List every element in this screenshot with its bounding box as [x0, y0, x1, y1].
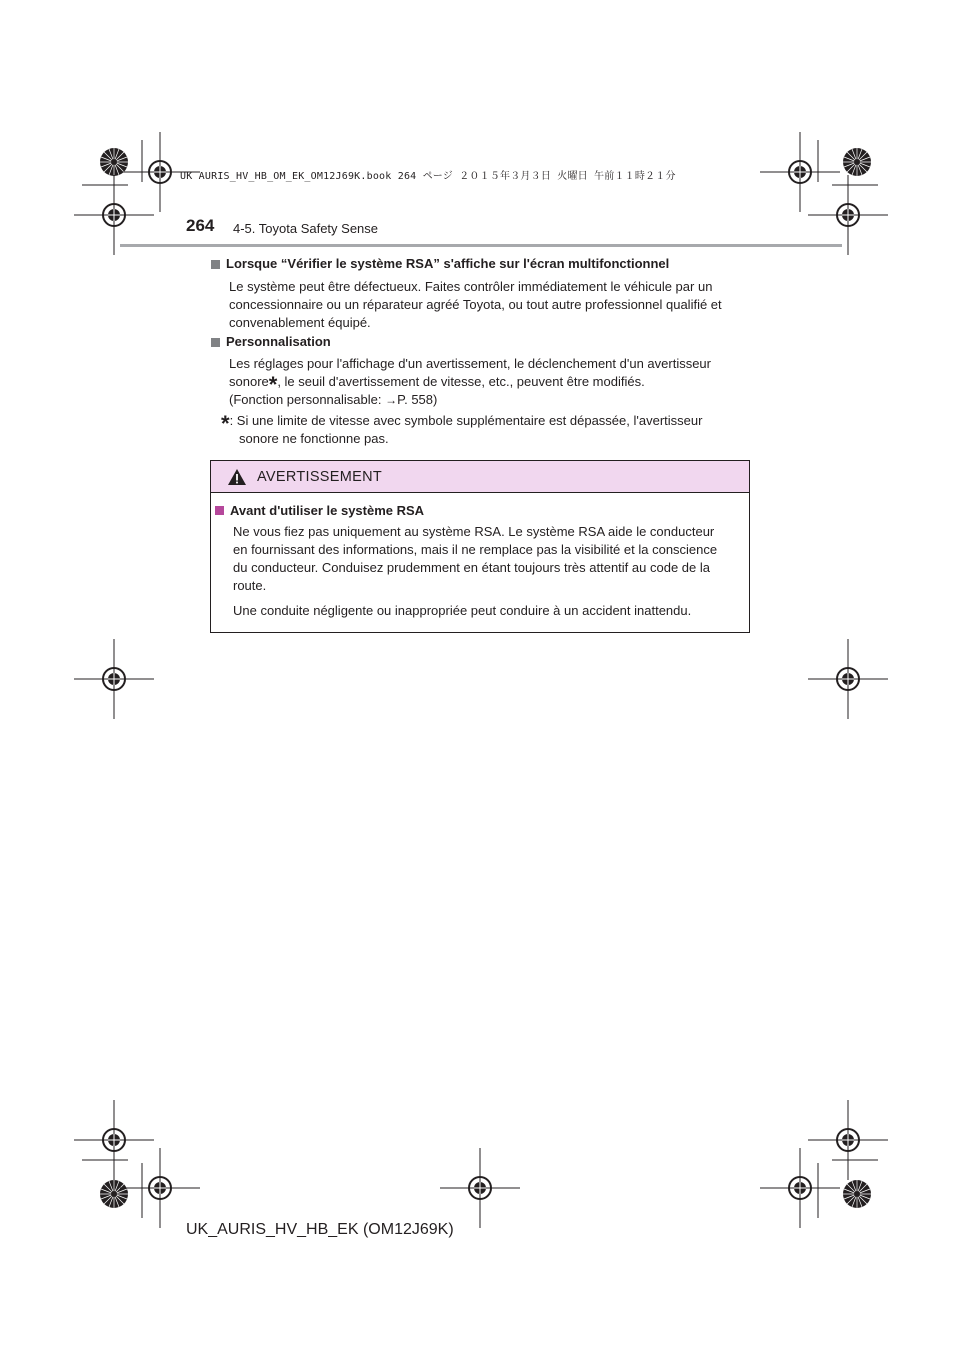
- text-line: du conducteur. Conduisez prudemment en étant toujours très attentif au code de la: [233, 560, 710, 575]
- arrow-right-icon: →: [385, 393, 398, 407]
- warning-triangle-icon: [227, 468, 247, 486]
- warning-box: [210, 460, 750, 633]
- asterisk-mark: *: [268, 372, 278, 397]
- text-span: , le seuil d'avertissement de vitesse, etc., peuvent être modifiés.: [277, 374, 645, 389]
- section-customization: [211, 333, 747, 409]
- warning-paragraph: [233, 523, 741, 595]
- section-rsa-check: [211, 255, 747, 332]
- paragraph: [229, 355, 747, 409]
- warning-body: [215, 503, 741, 620]
- heading-text: Avant d'utiliser le système RSA: [230, 503, 425, 518]
- bullet-square-icon: [215, 506, 224, 515]
- warning-heading: [215, 503, 741, 518]
- text-line: Le système peut être défectueux. Faites contrôler immédiatement le véhicule par un: [229, 279, 713, 294]
- text-span: (Fonction personnalisable:: [229, 392, 386, 407]
- text-line: convenablement équipé.: [229, 315, 371, 330]
- book-file-info: UK AURIS_HV_HB_OM_EK_OM12J69K.book 264 ページ ２０１５年３月３日 火曜日 午前１１時２１分: [180, 171, 676, 182]
- text-line: Les réglages pour l'affichage d'un avertissement, le déclenchement d'un avertisseur: [229, 356, 711, 371]
- bullet-square-icon: [211, 260, 220, 269]
- page-ref-link[interactable]: P. 558): [397, 392, 438, 407]
- text-line: en fournissant des informations, mais il ne remplace pas la visibilité et la conscience: [233, 542, 718, 557]
- heading-text: Lorsque “Vérifier le système RSA” s'affiche sur l'écran multifonctionnel: [226, 256, 670, 271]
- section-heading: [211, 255, 747, 273]
- text-line: concessionnaire ou un réparateur agréé Toyota, ou tout autre professionnel qualifié et: [229, 297, 722, 312]
- page-number: 264: [186, 216, 215, 235]
- warning-header: [211, 461, 749, 493]
- footnote-line: sonore ne fonctionne pas.: [239, 431, 389, 446]
- document-code: UK_AURIS_HV_HB_EK (OM12J69K): [186, 1221, 454, 1238]
- heading-text: Personnalisation: [226, 334, 331, 349]
- bullet-square-icon: [211, 338, 220, 347]
- text-span: : Si une limite de vitesse avec symbole supplémentaire est dépassée, l'avertisseur: [229, 413, 703, 428]
- warning-paragraph: Une conduite négligente ou inappropriée peut conduire à un accident inattendu.: [233, 603, 692, 618]
- text-line: Ne vous fiez pas uniquement au système RSA. Le système RSA aide le conducteur: [233, 524, 715, 539]
- text-line: [229, 391, 747, 409]
- text-line: route.: [233, 578, 267, 593]
- warning-title: AVERTISSEMENT: [257, 468, 383, 485]
- paragraph: [229, 278, 747, 332]
- text-line: [229, 372, 747, 397]
- section-heading: [211, 333, 747, 351]
- section-title: 4-5. Toyota Safety Sense: [233, 221, 379, 236]
- footnote-line: [221, 411, 747, 436]
- header-rule: [120, 244, 842, 247]
- asterisk-mark: *: [221, 411, 230, 436]
- text-span: sonore: [229, 374, 269, 389]
- footnote: [211, 412, 747, 448]
